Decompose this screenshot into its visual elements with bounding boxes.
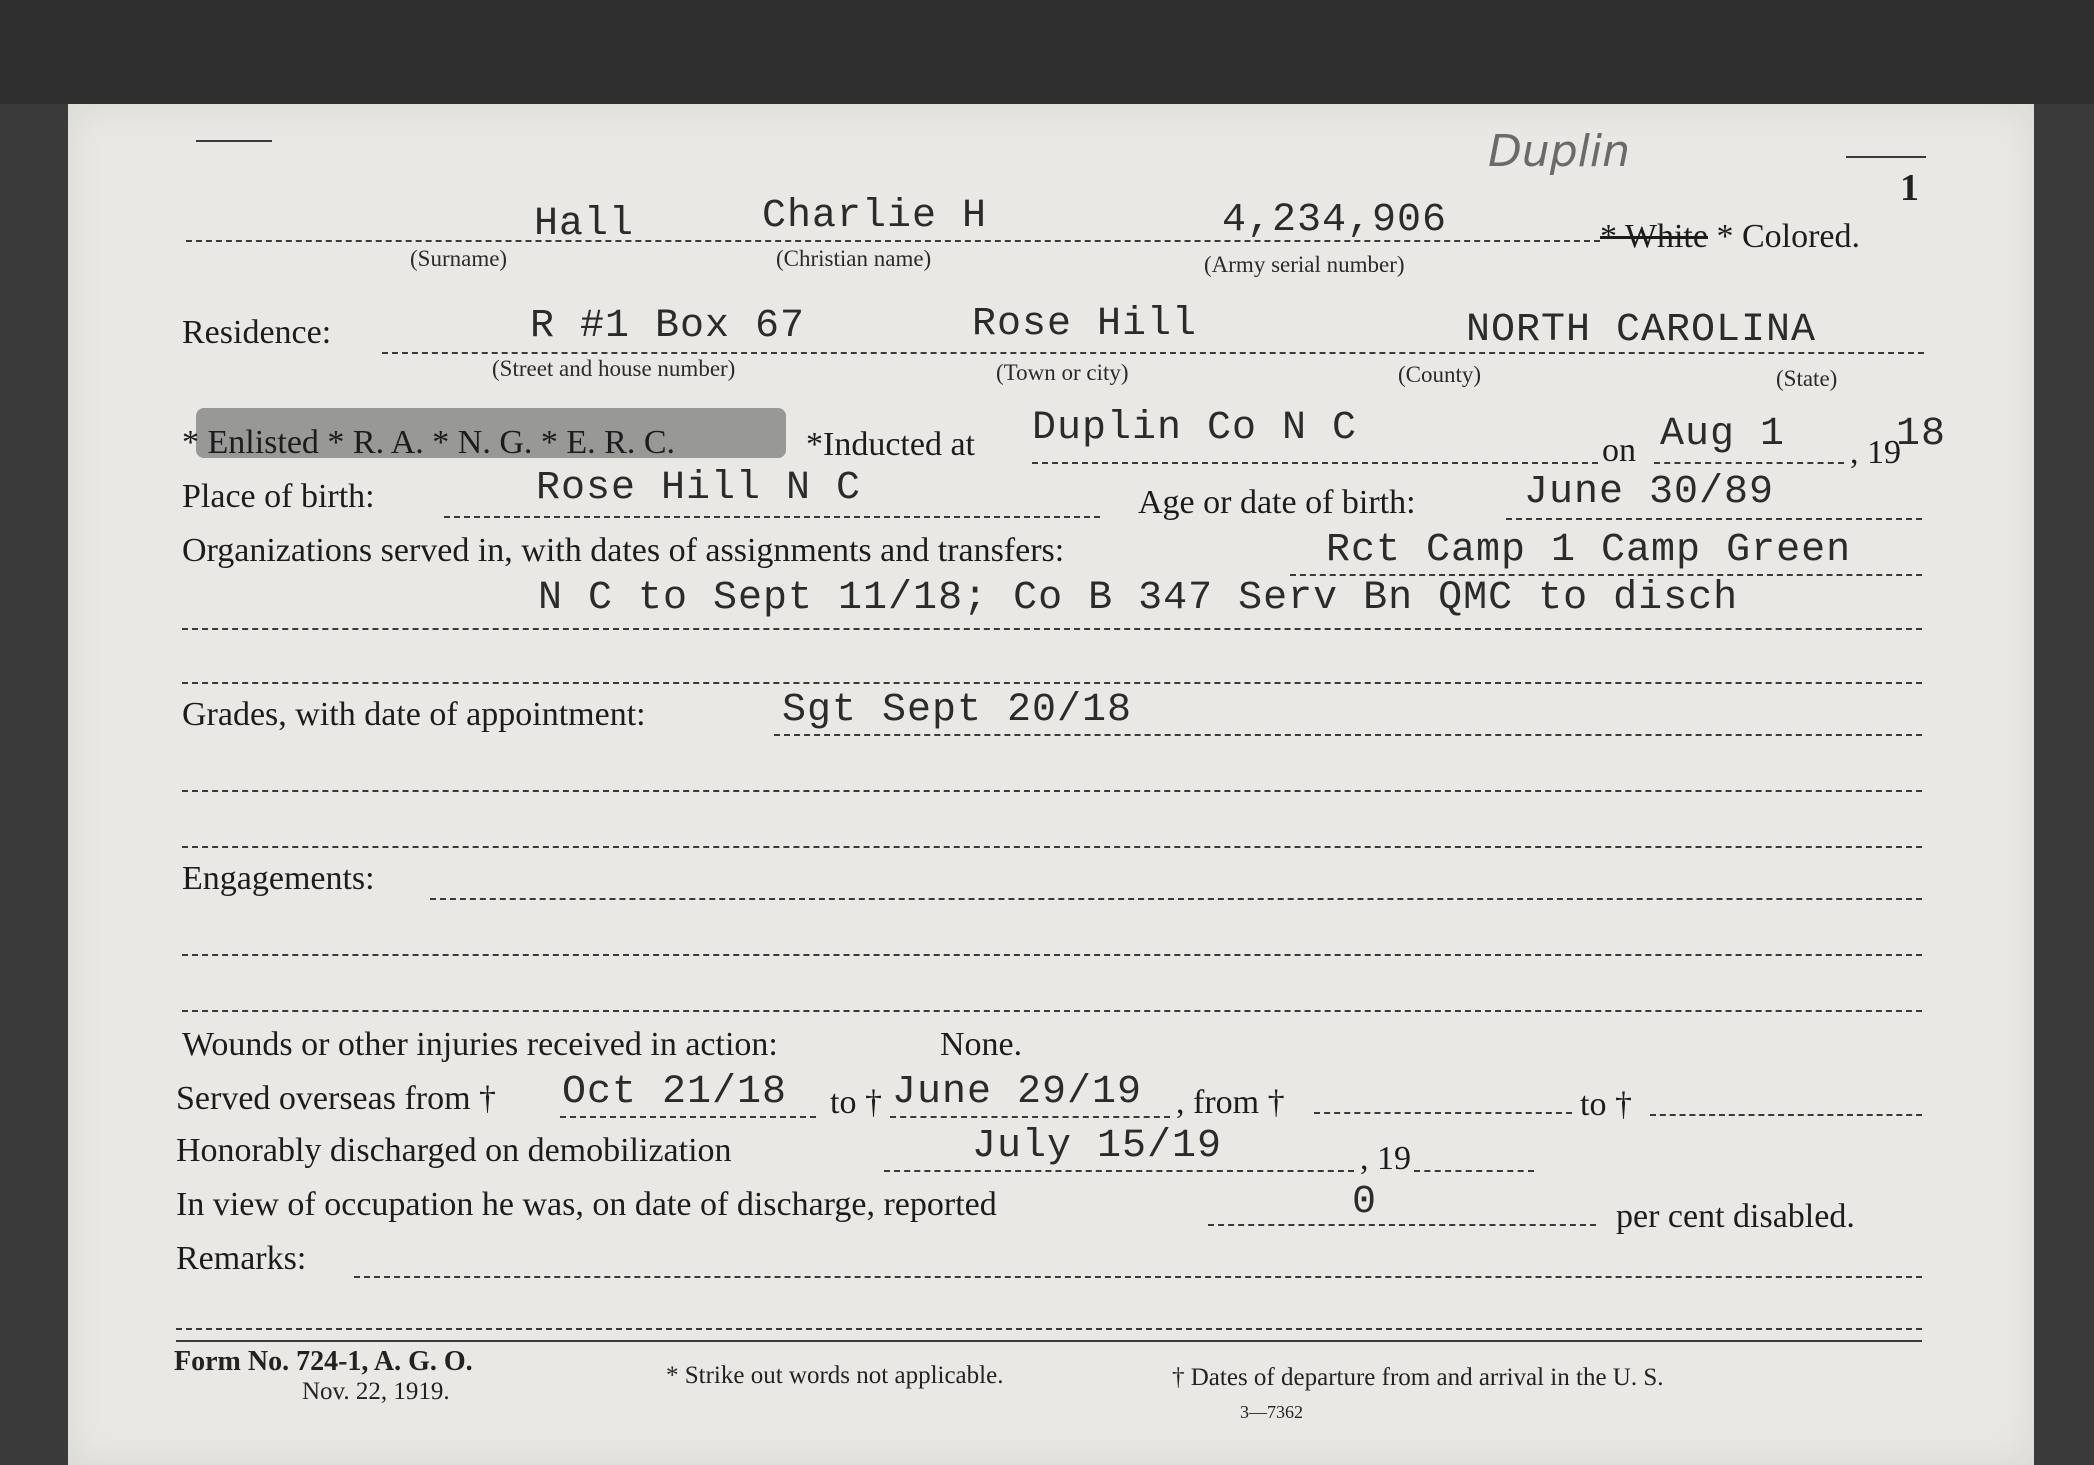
disability-suffix: per cent disabled.	[1616, 1198, 1855, 1235]
induction-year-value: 18	[1896, 412, 1947, 457]
birthplace-label: Place of birth:	[182, 478, 375, 515]
scan-background	[0, 0, 2094, 104]
grades-line-2	[182, 790, 1922, 792]
inducted-label: *Inducted at	[806, 426, 975, 463]
birthplace-line	[444, 516, 1100, 518]
form-date: Nov. 22, 1919.	[302, 1378, 450, 1405]
overseas-to-line	[890, 1116, 1170, 1118]
engagements-line-2	[182, 954, 1922, 956]
corner-rule	[196, 140, 272, 142]
remarks-line-2	[176, 1328, 1922, 1330]
discharge-year-line	[1414, 1170, 1534, 1172]
race-options	[1600, 218, 1860, 256]
induction-date-line	[1654, 462, 1844, 464]
serial-number-caption: (Army serial number)	[1204, 252, 1405, 277]
overseas-label: Served overseas from †	[176, 1080, 497, 1117]
overseas-to-value: June 29/19	[892, 1070, 1143, 1115]
engagements-line-1	[430, 898, 1922, 900]
race-colored-option: * Colored.	[1716, 218, 1861, 255]
remarks-line-1	[354, 1276, 1922, 1278]
birthdate-line	[1506, 518, 1922, 520]
grades-line-3	[182, 846, 1922, 848]
engagements-label: Engagements:	[182, 860, 375, 897]
footer-rule	[176, 1340, 1922, 1342]
overseas-from-line	[560, 1116, 816, 1118]
organizations-line-3	[182, 682, 1922, 684]
birthdate-label: Age or date of birth:	[1138, 484, 1416, 521]
street-caption: (Street and house number)	[492, 356, 736, 381]
overseas-from2-label: , from †	[1176, 1084, 1285, 1121]
disability-line	[1208, 1224, 1596, 1226]
on-label: on	[1602, 432, 1636, 469]
birthdate-value: June 30/89	[1524, 470, 1775, 515]
discharge-date-value: July 15/19	[972, 1124, 1223, 1169]
discharge-label: Honorably discharged on demobilization	[176, 1132, 732, 1169]
disability-label: In view of occupation he was, on date of discharge, reported	[176, 1186, 997, 1223]
county-annotation: Duplin	[1488, 126, 1631, 177]
residence-label: Residence:	[182, 314, 332, 351]
overseas-from-value: Oct 21/18	[562, 1070, 788, 1115]
wounds-value: None.	[940, 1026, 1023, 1063]
overseas-to2-label: to †	[1580, 1086, 1632, 1123]
form-number: Form No. 724-1, A. G. O.	[174, 1346, 473, 1377]
induction-date-value: Aug 1	[1660, 412, 1786, 457]
birthplace-value: Rose Hill N C	[536, 466, 862, 511]
town-value: Rose Hill	[972, 302, 1198, 347]
state-caption: (State)	[1776, 366, 1838, 391]
corner-rule-right	[1846, 156, 1926, 158]
grades-line-1	[774, 734, 1922, 736]
serial-number-value: 4,234,906	[1222, 198, 1448, 243]
disability-value: 0	[1352, 1180, 1378, 1225]
street-value: R #1 Box 67	[530, 304, 806, 349]
inducted-line	[1032, 462, 1598, 464]
organizations-value-2: N C to Sept 11/18; Co B 347 Serv Bn QMC to disch	[538, 576, 1739, 621]
year-prefix: , 19	[1850, 434, 1901, 471]
discharge-line	[884, 1170, 1354, 1172]
race-white-option: * White	[1600, 218, 1708, 255]
surname-caption: (Surname)	[410, 246, 508, 271]
engagements-line-3	[182, 1010, 1922, 1012]
dates-note: † Dates of departure from and arrival in the U. S.	[1172, 1364, 1664, 1391]
grades-label: Grades, with date of appointment:	[182, 696, 646, 733]
christian-name-value: Charlie H	[762, 194, 988, 239]
wounds-label: Wounds or other injuries received in action:	[182, 1026, 778, 1063]
county-caption: (County)	[1398, 362, 1482, 387]
overseas-from2-line	[1314, 1112, 1572, 1114]
christian-name-caption: (Christian name)	[776, 246, 932, 271]
strike-note: * Strike out words not applicable.	[666, 1362, 1004, 1389]
overseas-to-label: to †	[830, 1084, 882, 1121]
discharge-year-prefix: , 19	[1360, 1140, 1411, 1177]
grades-value: Sgt Sept 20/18	[782, 688, 1133, 733]
enlistment-options: * Enlisted * R. A. * N. G. * E. R. C.	[182, 424, 676, 461]
state-value: NORTH CAROLINA	[1466, 308, 1817, 353]
town-caption: (Town or city)	[996, 360, 1129, 385]
remarks-label: Remarks:	[176, 1240, 307, 1277]
organizations-line-2	[182, 628, 1922, 630]
card-number: 1	[1900, 167, 1919, 209]
organizations-value-1: Rct Camp 1 Camp Green	[1326, 528, 1852, 573]
overseas-to2-line	[1650, 1114, 1922, 1116]
inducted-place-value: Duplin Co N C	[1032, 406, 1358, 451]
surname-value: Hall	[534, 202, 635, 247]
print-code: 3—7362	[1240, 1402, 1303, 1422]
organizations-label: Organizations served in, with dates of assignments and transfers:	[182, 532, 1065, 569]
